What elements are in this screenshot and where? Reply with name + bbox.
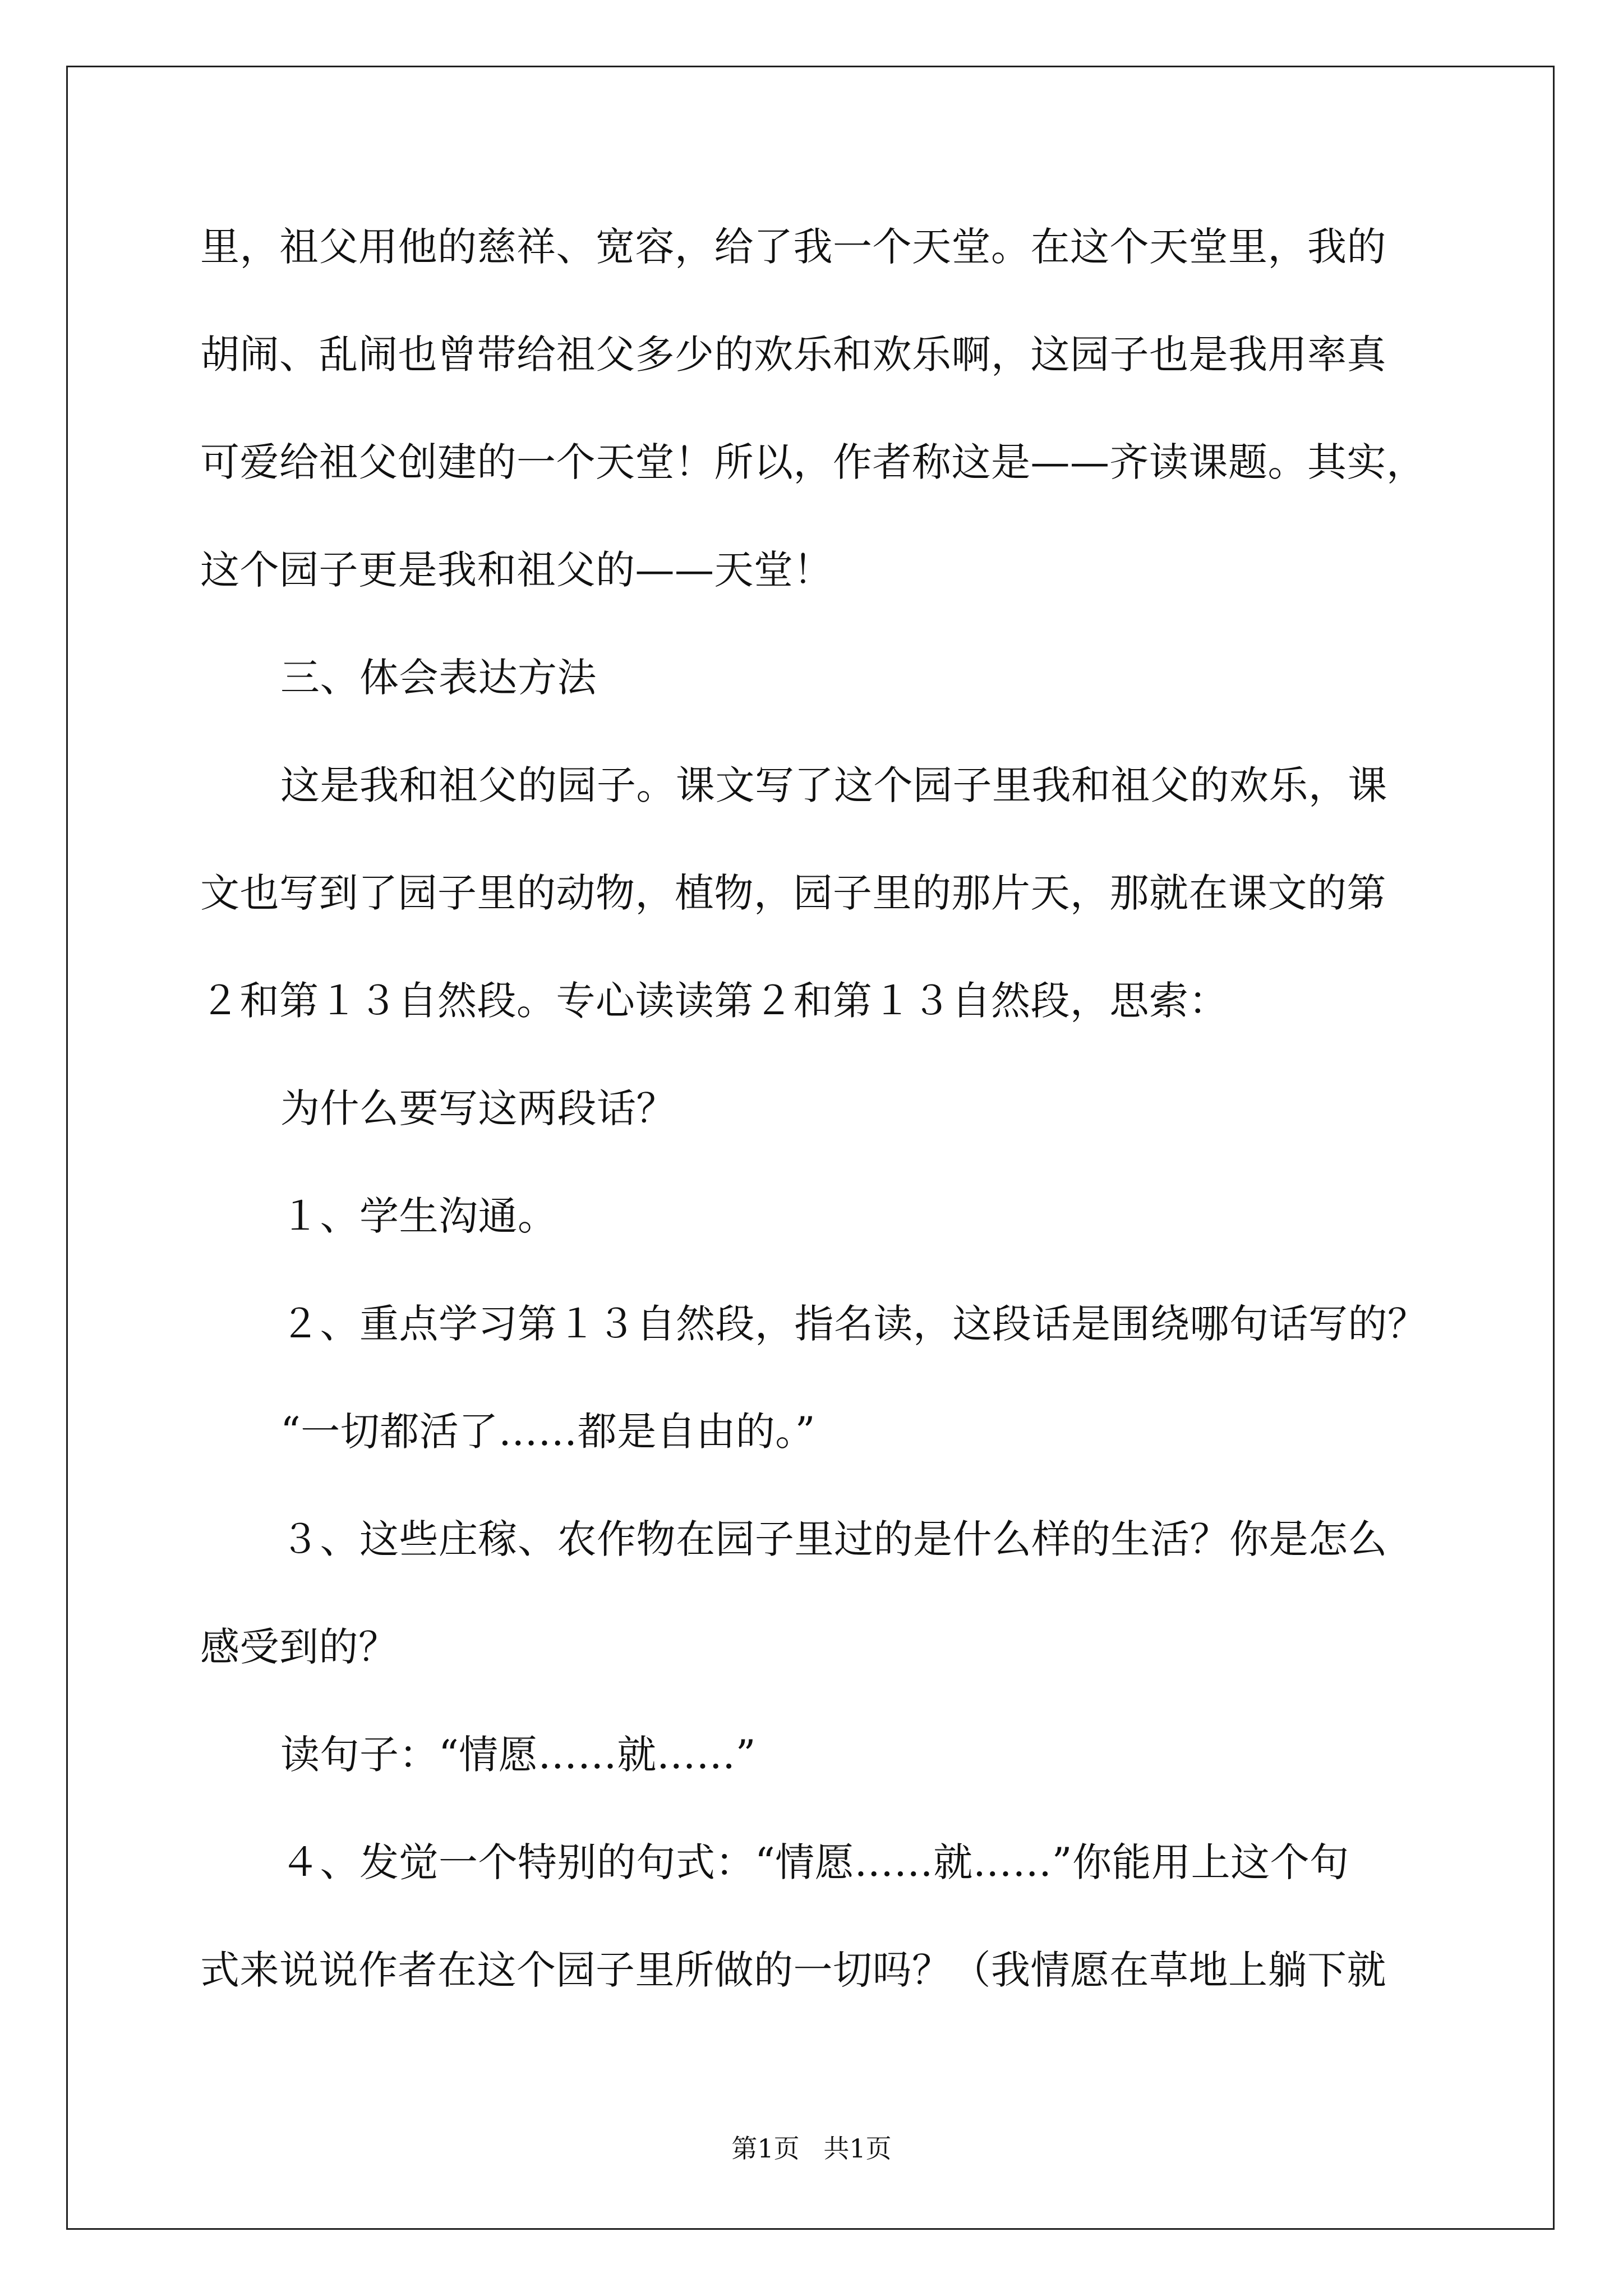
section-heading: 三、体会表达方法 [280,655,597,701]
text-line: 式来说说作者在这个园子里所做的一切吗？（我情愿在草地上躺下就 [200,1947,1386,1993]
text-line: 可爱给祖父创建的一个天堂！所以，作者称这是——齐读课题。其实， [200,439,1426,485]
page-footer [0,2132,1623,2165]
text-line: 感受到的？ [200,1624,398,1670]
page-border [66,66,1555,2230]
list-item: ４、发觉一个特别的句式：“情愿……就……”你能用上这个句 [280,1839,1349,1885]
text-line: 里，祖父用他的慈祥、宽容，给了我一个天堂。在这个天堂里，我的 [200,224,1386,270]
text-line: ２和第１３自然段。专心读读第２和第１３自然段，思索： [200,978,1228,1024]
quote-line: “一切都活了……都是自由的。” [280,1409,816,1455]
total-pages-label: 共1页 [823,2133,892,2164]
text-line: 文也写到了园子里的动物，植物，园子里的那片天，那就在课文的第 [200,870,1386,916]
text-line: 这个园子更是我和祖父的——天堂！ [200,547,833,593]
list-item: １、学生沟通。 [280,1193,557,1239]
text-line: 读句子：“情愿……就……” [280,1732,757,1778]
text-line: 这是我和祖父的园子。课文写了这个园子里我和祖父的欢乐，课 [280,762,1387,808]
current-page-label: 第1页 [731,2133,800,2164]
list-item: ３、这些庄稼、农作物在园子里过的是什么样的生活？你是怎么 [280,1516,1387,1562]
text-line: 胡闹、乱闹也曾带给祖父多少的欢乐和欢乐啊，这园子也是我用率真 [200,332,1386,378]
list-item: ２、重点学习第１３自然段，指名读，这段话是围绕哪句话写的？ [280,1301,1427,1347]
text-line: 为什么要写这两段话？ [280,1085,676,1131]
